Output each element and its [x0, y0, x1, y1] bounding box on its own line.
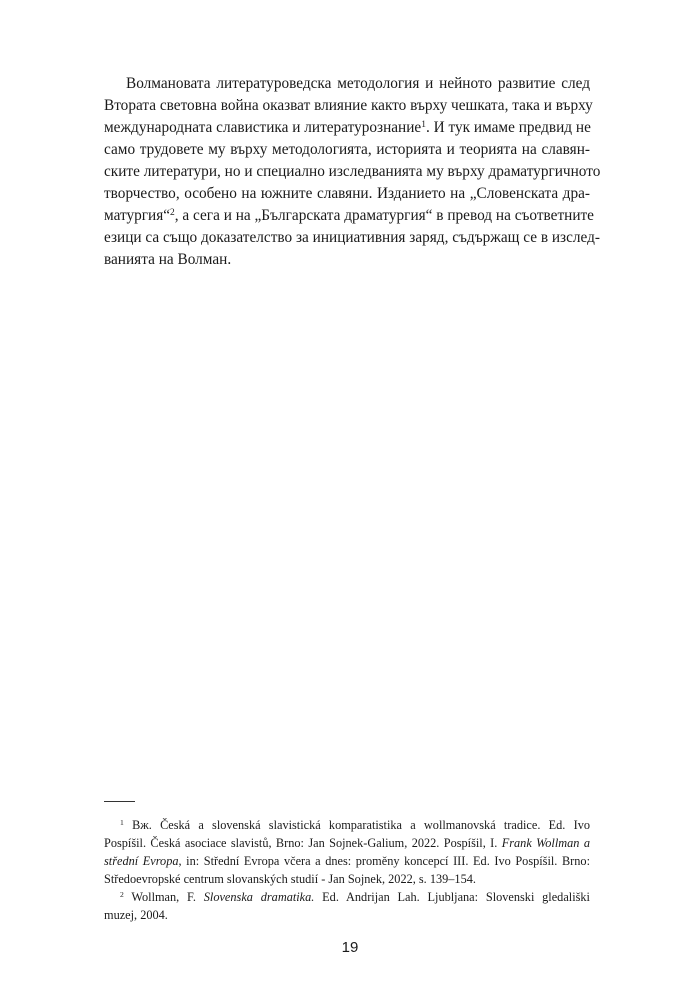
footnote-reference[interactable]: 2	[170, 207, 175, 218]
footnote-separator	[104, 801, 135, 802]
body-line: ванията на Волман.	[104, 251, 232, 268]
footnote-line: Pospíšil. Česká asociace slavistů, Brno: Jan Sojnek-Galium, 2022. Pospíšil, I. Frank Wollman a	[104, 836, 590, 850]
footnote-line: muzej, 2004.	[104, 908, 168, 922]
footnote-marker: 2	[120, 889, 124, 899]
footnote-line: $^1$ Вж. Česká a slovenská slavistická komparatistika a wollmanovská tradice. Ed. Ivo	[120, 817, 591, 832]
body-line: международната славистика и литературознание$^1$. И тук имаме предвид не	[104, 119, 591, 136]
footnote-line: $^2$ Wollman, F. Slovenska dramatika. Ed. Andrijan Lah. Ljubljana: Slovenski gledališki	[120, 889, 590, 904]
page-number: 19	[341, 939, 359, 956]
body-line: Волмановата литературоведска методология и нейното развитие след	[126, 75, 590, 92]
body-line: само трудовете му върху методологията, историята и теорията на славян-	[104, 141, 590, 158]
footnote-line: střední Evropa, in: Střední Evropa včera a dnes: proměny koncepcí III. Ed. Ivo Pospíšil. Brno:	[104, 854, 590, 868]
body-line: матургия“$^2$, а сега и на „Българската драматургия“ в превод на съответните	[104, 207, 594, 224]
body-line: Втората световна война оказват влияние както върху чешката, така и върху	[104, 97, 593, 114]
body-line: ските литератури, но и специално изследванията му върху драматургичното	[104, 163, 601, 180]
footnote-marker: 1	[120, 817, 124, 827]
footnote-reference[interactable]: 1	[421, 119, 426, 130]
body-line: езици са също доказателство за инициативния заряд, съдържащ се в изслед-	[104, 229, 600, 246]
body-line: творчество, особено на южните славяни. Изданието на „Словенската дра-	[104, 185, 590, 202]
footnote-line: Středoevropské centrum slovanských studií - Jan Sojnek, 2022, s. 139–154.	[104, 872, 476, 886]
